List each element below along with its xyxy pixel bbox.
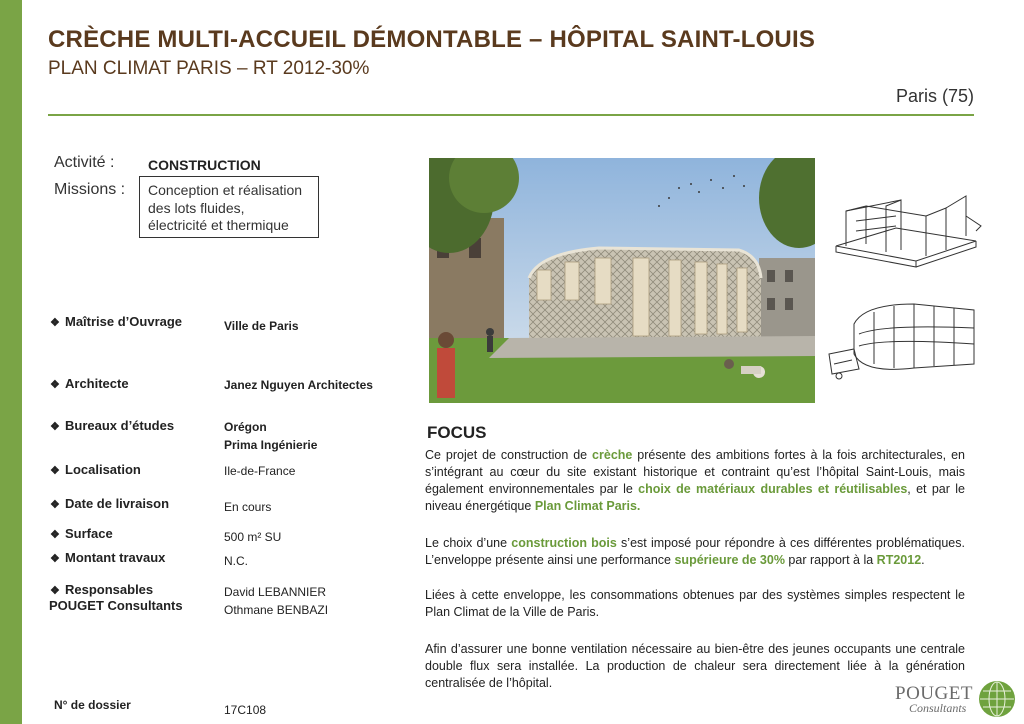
livraison-value: En cours [224,500,272,514]
activity-label: Activité : [54,154,115,171]
bureau-item: Prima Ingénierie [224,438,318,452]
bureau-item: Orégon [224,420,267,434]
moa-label: ❖ Maîtrise d’Ouvrage [50,314,183,329]
page-title: CRÈCHE MULTI-ACCUEIL DÉMONTABLE – HÔPITAL SAINT-LOUIS [48,26,816,53]
surface-label: ❖ Surface [50,526,113,541]
localisation-value: Ile-de-France [224,464,296,478]
location-label: Paris (75) [895,86,974,106]
dossier-value: 17C108 [224,703,267,717]
curved-structure-sketch [824,294,984,386]
focus-paragraph-4: Afin d’assurer une bonne ventilation nécessaire au bien-être des jeunes occupants une centrale double flux sera installée. La production de chaleur sera directement liée à la génération centralisée de l’hôpital. [425,642,965,690]
diamond-bullet-icon: ❖ [50,465,60,477]
logo-name: POUGET [895,683,973,704]
left-accent-bar [0,0,22,724]
missions-line: électricité et thermique [148,217,289,233]
livraison-label: ❖ Date de livraison [50,496,170,511]
localisation-label: ❖ Localisation [50,462,141,477]
diamond-bullet-icon: ❖ [50,553,60,565]
focus-heading: FOCUS [427,423,487,442]
bureaux-label: ❖ Bureaux d’études [50,418,175,433]
missions-line: Conception et réalisation [148,182,303,198]
diamond-bullet-icon: ❖ [50,379,60,391]
focus-paragraph-1: Ce projet de construction de crèche présente des ambitions fortes à la fois architecturales, en s’intégrant au cœur du site existant historique et contraint qu’est l’hôpital Saint-Louis, mais également environnementales par le choix de matériaux durables et réutilisables, et par le niveau énergétique Plan Climat Paris. [425,448,965,513]
diamond-bullet-icon: ❖ [50,317,60,329]
activity-value: CONSTRUCTION [148,157,261,173]
responsables-label: ❖ Responsables [50,582,154,597]
moa-value: Ville de Paris [224,319,299,333]
diamond-bullet-icon: ❖ [50,529,60,541]
construction-sketch-frame [826,186,986,272]
responsables-value [224,583,328,619]
focus-paragraph-3: Liées à cette enveloppe, les consommations obtenues par des systèmes simples respectent le Plan Climat de la Ville de Paris. [425,588,965,619]
missions-label: Missions : [54,181,126,198]
architecte-value: Janez Nguyen Architectes [224,378,373,392]
montant-value: N.C. [224,554,248,568]
missions-box [139,176,319,238]
diamond-bullet-icon: ❖ [50,421,60,433]
logo-subtitle: Consultants [909,701,967,715]
responsables-company: POUGET Consultants [49,598,183,613]
missions-line: des lots fluides, [148,199,245,216]
diamond-bullet-icon: ❖ [50,585,60,597]
dossier-label: N° de dossier [54,698,131,712]
page-subtitle: PLAN CLIMAT PARIS – RT 2012-30% [48,58,370,79]
responsable-item: David LEBANNIER [224,585,327,599]
montant-label: ❖ Montant travaux [50,550,166,565]
surface-value: 500 m² SU [224,530,282,544]
architecte-label: ❖ Architecte [50,376,129,391]
pouget-logo [895,679,1019,719]
focus-paragraph-2: Le choix d’une construction bois s’est imposé pour répondre à ces différentes problématiques. L’enveloppe présente ainsi une performance supérieure de 30% par rapport à la RT2012. [425,536,965,567]
building-rendering-image [429,158,815,403]
globe-icon [979,681,1015,717]
bureaux-value [224,418,317,454]
diamond-bullet-icon: ❖ [50,499,60,511]
responsable-item: Othmane BENBAZI [224,603,329,617]
header-divider [48,114,974,116]
